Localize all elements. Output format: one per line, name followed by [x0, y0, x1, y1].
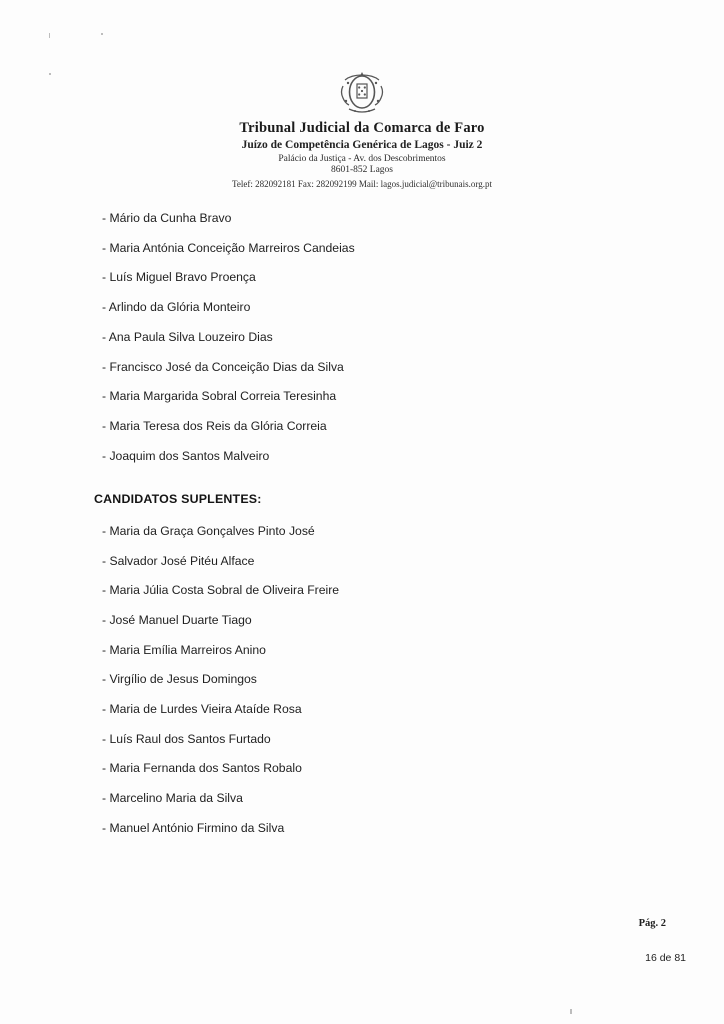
- list-item: - Maria Teresa dos Reis da Glória Correia: [102, 418, 327, 433]
- list-item: - Maria Margarida Sobral Correia Teresinha: [102, 389, 337, 404]
- list-item: - Manuel António Firmino da Silva: [102, 820, 285, 835]
- document-body: [94, 212, 634, 852]
- document-header: [0, 70, 724, 189]
- scan-speckle: [49, 33, 50, 38]
- list-item: - Maria Júlia Costa Sobral de Oliveira Freire: [102, 583, 340, 598]
- list-item: - Mário da Cunha Bravo: [102, 211, 232, 225]
- list-item: - Maria da Graça Gonçalves Pinto José: [102, 523, 315, 538]
- list-item: - Marcelino Maria da Silva: [102, 791, 243, 806]
- list-item: - Maria de Lurdes Vieira Ataíde Rosa: [102, 702, 302, 717]
- page-label: Pág. 2: [638, 918, 666, 929]
- list-item: - Maria Fernanda dos Santos Robalo: [102, 761, 302, 776]
- list-item: - Virgílio de Jesus Domingos: [102, 672, 257, 687]
- court-section: Juízo de Competência Genérica de Lagos - Juiz 2: [241, 139, 483, 151]
- list-item: - Luís Raul dos Santos Furtado: [102, 731, 271, 746]
- list-item: - José Manuel Duarte Tiago: [102, 612, 252, 627]
- list-item: - Ana Paula Silva Louzeiro Dias: [102, 329, 273, 344]
- list-item: - Maria Emília Marreiros Anino: [102, 642, 266, 657]
- list-item: - Francisco José da Conceição Dias da Silva: [102, 359, 344, 374]
- court-address-line-1: Palácio da Justiça - Av. dos Descobrimentos: [278, 154, 446, 164]
- list-item: - Maria Antónia Conceição Marreiros Candeias: [102, 240, 355, 255]
- scan-speckle: [570, 1009, 572, 1014]
- list-item: - Arlindo da Glória Monteiro: [102, 300, 251, 315]
- document-count-label: 16 de 81: [645, 952, 686, 964]
- scan-speckle: [101, 33, 103, 35]
- court-name: Tribunal Judicial da Comarca de Faro: [239, 120, 485, 136]
- court-contact-line: Telef: 282092181 Fax: 282092199 Mail: lagos.judicial@tribunais.org.pt: [232, 179, 492, 189]
- section-heading: CANDIDATOS SUPLENTES:: [94, 491, 262, 506]
- court-address-line-2: 8601-852 Lagos: [330, 165, 393, 175]
- list-item: - Luís Miguel Bravo Proença: [102, 270, 256, 285]
- list-item: - Joaquim dos Santos Malveiro: [102, 448, 270, 463]
- list-item: - Salvador José Pitéu Alface: [102, 553, 255, 568]
- portugal-coat-of-arms-icon: [335, 70, 389, 116]
